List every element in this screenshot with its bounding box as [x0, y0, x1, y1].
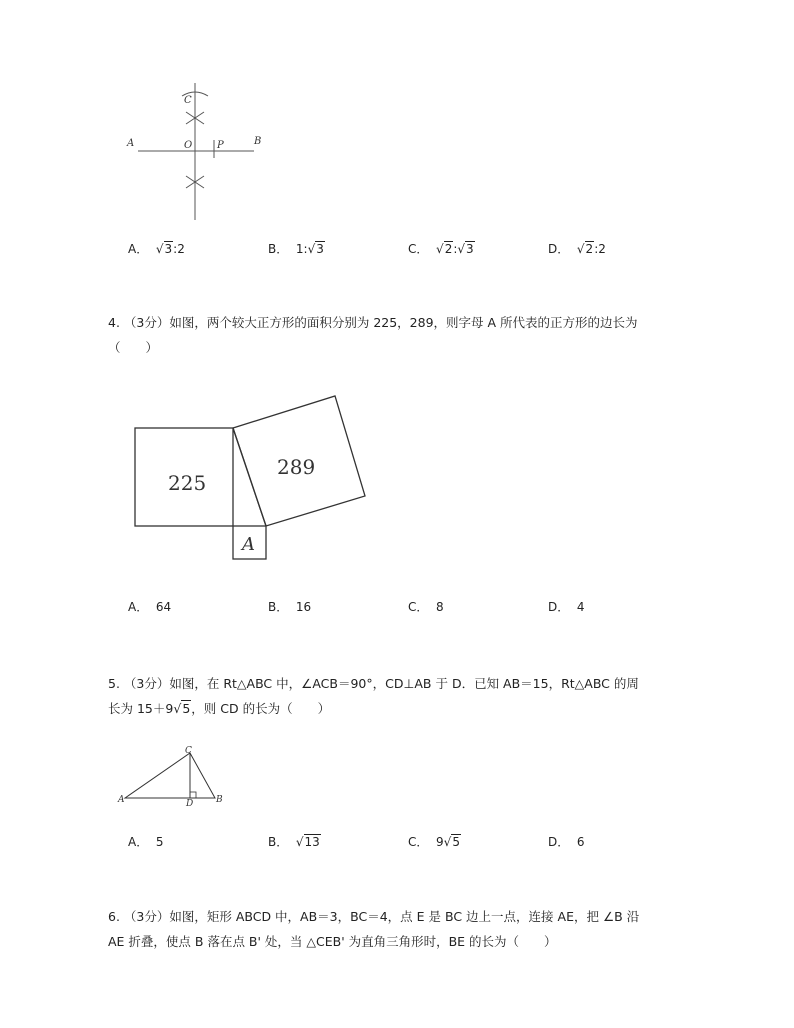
fig3-label-b: B: [254, 136, 262, 147]
fig5-label-d: D: [186, 799, 194, 807]
q5-figure: [115, 745, 235, 807]
q3-option-c[interactable]: C． √2:√3: [408, 242, 474, 256]
sqrt: √2: [576, 242, 594, 256]
q4-stem: 4. （3分）如图，两个较大正方形的面积分别为 225，289，则字母 A 所代表的正方形的边长为 （ ）: [108, 315, 638, 355]
fig3-label-c: C: [184, 95, 192, 106]
fig3-label-a: A: [127, 138, 135, 149]
square-a-label: A: [242, 534, 255, 555]
q4-figure: [130, 390, 370, 565]
fig3-label-p: P: [217, 140, 224, 151]
q4-option-b[interactable]: B． 16: [268, 600, 312, 614]
q6-stem: 6. （3分）如图，矩形 ABCD 中，AB＝3，BC＝4，点 E 是 BC 边上一点，连接 AE，把 ∠B 沿 AE 折叠，使点 B 落在点 B' 处，当 △CEB' 为直角三角形时，BE 的长为（ ）: [108, 909, 640, 949]
q4-option-a[interactable]: A． 64: [128, 600, 172, 614]
fig5-label-b: B: [216, 795, 223, 805]
fig5-label-a: A: [118, 795, 125, 805]
sqrt: √5: [443, 835, 460, 849]
q5-stem: 5. （3分）如图，在 Rt△ABC 中，∠ACB＝90°，CD⊥AB 于 D．已知 AB＝15，Rt△ABC 的周 长为 15＋9√5，则 CD 的长为（ ）: [108, 671, 708, 721]
sqrt: √3: [155, 242, 173, 256]
sqrt: √3: [307, 242, 324, 256]
sqrt: √13: [295, 835, 320, 849]
sqrt: √2: [436, 242, 453, 256]
sqrt: √3: [457, 242, 474, 256]
q5-option-a[interactable]: A． 5: [128, 835, 164, 849]
q3-option-a[interactable]: A． √3:2: [128, 242, 185, 256]
fig3-label-o: O: [184, 140, 193, 151]
q3-option-b[interactable]: B． 1:√3: [268, 242, 324, 256]
square-289-label: 289: [277, 455, 316, 479]
q5-option-c[interactable]: C． 9√5: [408, 835, 460, 849]
sqrt: √5: [173, 701, 191, 716]
q3-option-d[interactable]: D． √2:2: [548, 242, 606, 256]
q4-option-c[interactable]: C． 8: [408, 600, 444, 614]
q5-option-d[interactable]: D． 6: [548, 835, 585, 849]
q3-figure: [120, 78, 280, 223]
fig5-label-c: C: [185, 746, 192, 756]
q4-option-d[interactable]: D． 4: [548, 600, 585, 614]
q5-option-b[interactable]: B． √13: [268, 835, 320, 849]
square-225-label: 225: [168, 471, 207, 495]
